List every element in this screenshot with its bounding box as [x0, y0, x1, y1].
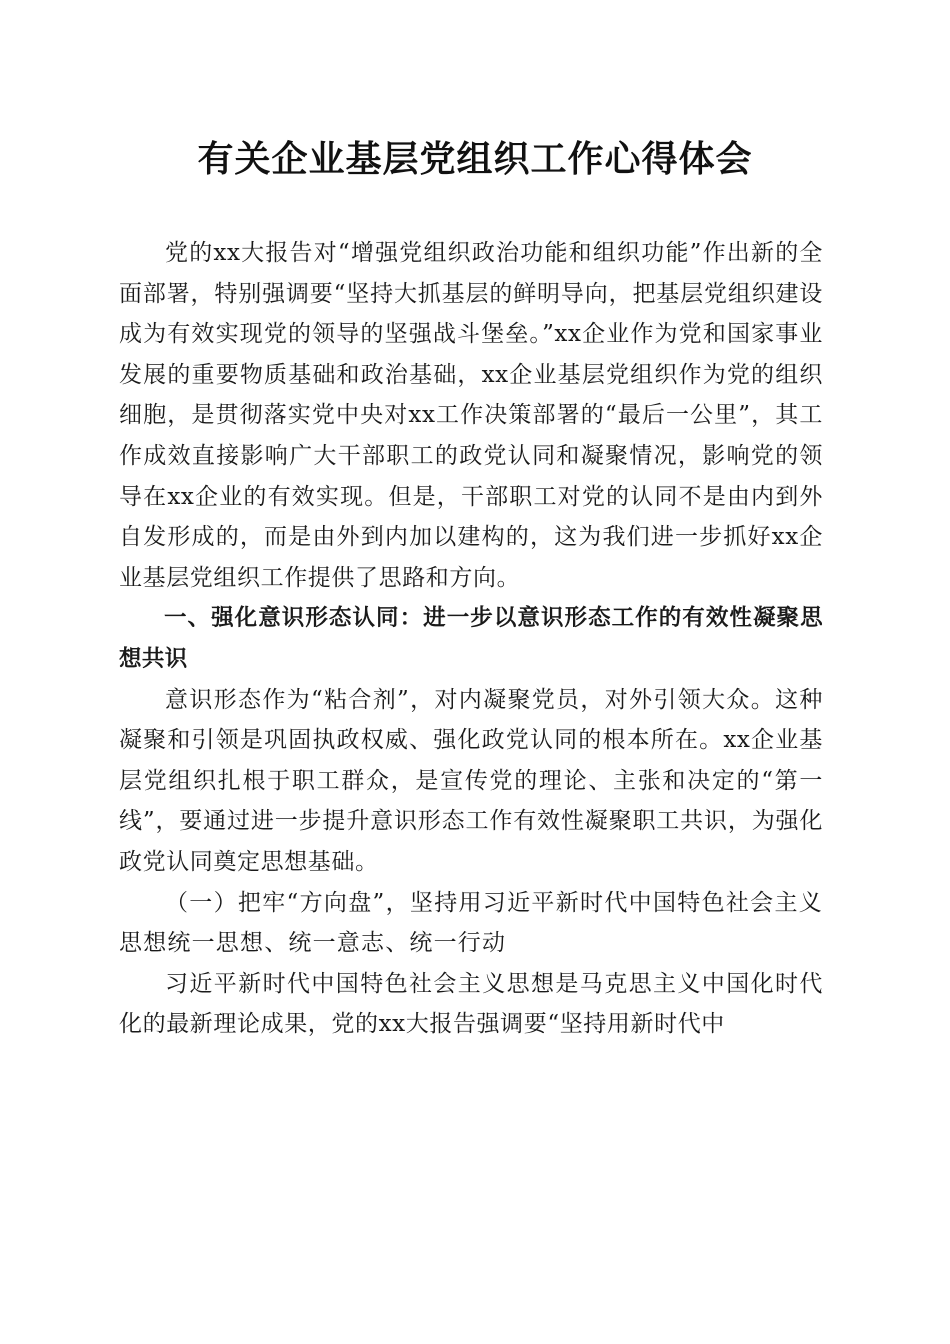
intro-paragraph: 党的xx大报告对“增强党组织政治功能和组织功能”作出新的全面部署，特别强调要“坚持大抓基层的鲜明导向，把基层党组织建设成为有效实现党的领导的坚强战斗堡垒。”xx企业作为党和国家事业发展的重要物质基础和政治基础，xx企业基层党组织作为党的组织细胞，是贯彻落实党中央对xx工作决策部署的“最后一公里”，其工作成效直接影响广大干部职工的政党认同和凝聚情况，影响党的领导在xx企业的有效实现。但是，干部职工对党的认同不是由内到外自发形成的，而是由外到内加以建构的，这为我们进一步抓好xx企业基层党组织工作提供了思路和方向。 — [119, 240, 823, 591]
subsection-heading-1: （一）把牢“方向盘”，坚持用习近平新时代中国特色社会主义思想统一思想、统一意志、统一行动 — [119, 889, 823, 957]
subsection-1-paragraph: 习近平新时代中国特色社会主义思想是马克思主义中国化时代化的最新理论成果，党的xx大报告强调要“坚持用新时代中 — [119, 970, 823, 1038]
section-1-paragraph: 意识形态作为“粘合剂”，对内凝聚党员，对外引领大众。这种凝聚和引领是巩固执政权威、强化政党认同的根本所在。xx企业基层党组织扎根于职工群众，是宣传党的理论、主张和决定的“第一线”，要通过进一步提升意识形态工作有效性凝聚职工共识，为强化政党认同奠定思想基础。 — [119, 686, 823, 875]
document-body — [119, 233, 823, 1045]
section-heading-1: 一、强化意识形态认同：进一步以意识形态工作的有效性凝聚思想共识 — [119, 605, 823, 672]
document-title: 有关企业基层党组织工作心得体会 — [197, 138, 753, 180]
